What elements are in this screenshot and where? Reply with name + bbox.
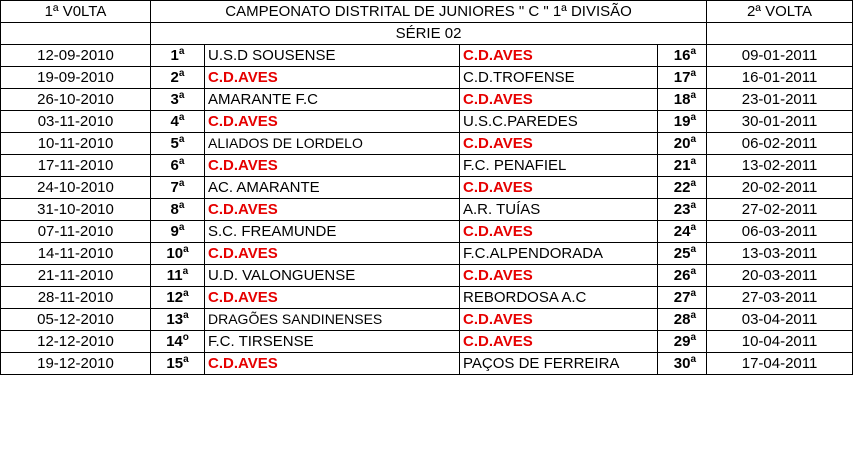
round-ordinal: o <box>182 332 189 343</box>
second-leg-round <box>658 111 707 133</box>
away-team: F.C.ALPENDORADA <box>460 243 658 265</box>
first-leg-round <box>151 265 205 287</box>
round-number: 25 <box>673 245 691 262</box>
first-leg-date: 21-11-2010 <box>1 265 151 287</box>
round-ordinal: a <box>178 222 185 233</box>
first-leg-round <box>151 155 205 177</box>
fixture-row <box>1 265 853 287</box>
fixture-row <box>1 353 853 375</box>
first-leg-date: 07-11-2010 <box>1 221 151 243</box>
round-ordinal: a <box>690 310 697 321</box>
round-number: 4 <box>170 113 179 130</box>
second-leg-date: 06-03-2011 <box>707 221 853 243</box>
home-team: C.D.AVES <box>205 287 460 309</box>
round-number: 9 <box>170 223 179 240</box>
fixture-row <box>1 221 853 243</box>
second-leg-date: 17-04-2011 <box>707 353 853 375</box>
round-number: 29 <box>673 333 691 350</box>
second-leg-header: 2ª VOLTA <box>707 1 853 23</box>
first-leg-round <box>151 45 205 67</box>
first-leg-round <box>151 67 205 89</box>
home-team: S.C. FREAMUNDE <box>205 221 460 243</box>
second-leg-date: 23-01-2011 <box>707 89 853 111</box>
home-team: DRAGÕES SANDINENSES <box>205 309 460 331</box>
round-ordinal: a <box>690 222 697 233</box>
second-leg-date: 16-01-2011 <box>707 67 853 89</box>
round-ordinal: a <box>690 90 697 101</box>
empty-cell <box>707 23 853 45</box>
second-leg-round <box>658 287 707 309</box>
first-leg-round <box>151 309 205 331</box>
second-leg-round <box>658 309 707 331</box>
round-ordinal: a <box>690 112 697 123</box>
first-leg-date: 14-11-2010 <box>1 243 151 265</box>
round-ordinal: a <box>178 46 185 57</box>
first-leg-round <box>151 89 205 111</box>
fixture-row <box>1 111 853 133</box>
round-ordinal: a <box>690 178 697 189</box>
second-leg-round <box>658 243 707 265</box>
fixture-row <box>1 287 853 309</box>
second-leg-date: 27-02-2011 <box>707 199 853 221</box>
first-leg-date: 24-10-2010 <box>1 177 151 199</box>
second-leg-date: 09-01-2011 <box>707 45 853 67</box>
round-ordinal: a <box>183 288 189 299</box>
home-team: AC. AMARANTE <box>205 177 460 199</box>
first-leg-date: 05-12-2010 <box>1 309 151 331</box>
first-leg-round <box>151 133 205 155</box>
away-team: C.D.AVES <box>460 309 658 331</box>
first-leg-round <box>151 177 205 199</box>
round-number: 10 <box>166 245 184 262</box>
fixture-row <box>1 45 853 67</box>
round-ordinal: a <box>178 178 185 189</box>
second-leg-round <box>658 265 707 287</box>
first-leg-date: 10-11-2010 <box>1 133 151 155</box>
round-ordinal: a <box>178 200 185 211</box>
round-ordinal: a <box>178 156 185 167</box>
second-leg-round <box>658 89 707 111</box>
second-leg-date: 13-03-2011 <box>707 243 853 265</box>
first-leg-date: 03-11-2010 <box>1 111 151 133</box>
second-leg-round <box>658 221 707 243</box>
round-number: 24 <box>673 223 691 240</box>
round-ordinal: a <box>183 354 189 365</box>
fixture-row <box>1 309 853 331</box>
round-number: 6 <box>170 157 179 174</box>
first-leg-date: 31-10-2010 <box>1 199 151 221</box>
first-leg-round <box>151 353 205 375</box>
first-leg-round <box>151 331 205 353</box>
away-team: C.D.AVES <box>460 331 658 353</box>
round-ordinal: a <box>690 266 697 277</box>
first-leg-date: 19-09-2010 <box>1 67 151 89</box>
round-number: 7 <box>170 179 179 196</box>
round-ordinal: a <box>183 310 189 321</box>
away-team: C.D.TROFENSE <box>460 67 658 89</box>
away-team: C.D.AVES <box>460 177 658 199</box>
second-leg-round <box>658 133 707 155</box>
home-team: F.C. TIRSENSE <box>205 331 460 353</box>
round-number: 20 <box>673 135 691 152</box>
fixture-row <box>1 331 853 353</box>
second-leg-date: 13-02-2011 <box>707 155 853 177</box>
round-number: 12 <box>166 289 184 306</box>
fixture-row <box>1 177 853 199</box>
first-leg-date: 19-12-2010 <box>1 353 151 375</box>
second-leg-date: 03-04-2011 <box>707 309 853 331</box>
round-number: 1 <box>170 47 179 64</box>
away-team: C.D.AVES <box>460 89 658 111</box>
first-leg-date: 28-11-2010 <box>1 287 151 309</box>
second-leg-round <box>658 353 707 375</box>
first-leg-round <box>151 243 205 265</box>
second-leg-round <box>658 67 707 89</box>
round-number: 26 <box>673 267 691 284</box>
first-leg-round <box>151 111 205 133</box>
home-team: U.S.D SOUSENSE <box>205 45 460 67</box>
away-team: C.D.AVES <box>460 265 658 287</box>
round-ordinal: a <box>690 68 697 79</box>
round-ordinal: a <box>690 134 697 145</box>
round-number: 13 <box>166 311 184 328</box>
round-ordinal: a <box>178 134 185 145</box>
round-number: 11 <box>166 267 183 284</box>
round-ordinal: a <box>690 288 697 299</box>
second-leg-date: 10-04-2011 <box>707 331 853 353</box>
first-leg-round <box>151 221 205 243</box>
round-number: 19 <box>673 113 691 130</box>
home-team: C.D.AVES <box>205 199 460 221</box>
second-leg-round <box>658 199 707 221</box>
away-team: PAÇOS DE FERREIRA <box>460 353 658 375</box>
away-team: C.D.AVES <box>460 133 658 155</box>
first-leg-date: 17-11-2010 <box>1 155 151 177</box>
second-leg-round <box>658 177 707 199</box>
round-number: 30 <box>673 355 691 372</box>
round-number: 23 <box>673 201 691 218</box>
fixture-row <box>1 199 853 221</box>
fixture-row <box>1 243 853 265</box>
series-label: SÉRIE 02 <box>151 23 707 45</box>
away-team: U.S.C.PAREDES <box>460 111 658 133</box>
round-number: 28 <box>673 311 691 328</box>
round-ordinal: a <box>690 354 697 365</box>
empty-cell <box>1 23 151 45</box>
first-leg-date: 12-09-2010 <box>1 45 151 67</box>
round-number: 14 <box>166 333 183 350</box>
fixture-row <box>1 133 853 155</box>
round-ordinal: a <box>690 200 697 211</box>
home-team: C.D.AVES <box>205 67 460 89</box>
round-ordinal: a <box>690 332 697 343</box>
first-leg-date: 12-12-2010 <box>1 331 151 353</box>
second-leg-round <box>658 331 707 353</box>
second-leg-round <box>658 45 707 67</box>
second-leg-date: 20-02-2011 <box>707 177 853 199</box>
fixture-row <box>1 155 853 177</box>
round-number: 2 <box>170 69 179 86</box>
round-ordinal: a <box>178 112 185 123</box>
away-team: F.C. PENAFIEL <box>460 155 658 177</box>
home-team: U.D. VALONGUENSE <box>205 265 460 287</box>
round-number: 21 <box>673 157 691 174</box>
round-ordinal: a <box>182 266 189 277</box>
first-leg-round <box>151 199 205 221</box>
second-leg-date: 27-03-2011 <box>707 287 853 309</box>
home-team: C.D.AVES <box>205 353 460 375</box>
first-leg-round <box>151 287 205 309</box>
fixture-row <box>1 67 853 89</box>
second-leg-date: 06-02-2011 <box>707 133 853 155</box>
first-leg-date: 26-10-2010 <box>1 89 151 111</box>
round-ordinal: a <box>178 90 185 101</box>
home-team: C.D.AVES <box>205 155 460 177</box>
series-row <box>1 23 853 45</box>
round-number: 22 <box>673 179 691 196</box>
away-team: REBORDOSA A.C <box>460 287 658 309</box>
round-number: 16 <box>673 47 691 64</box>
home-team: C.D.AVES <box>205 243 460 265</box>
home-team: C.D.AVES <box>205 111 460 133</box>
home-team: AMARANTE F.C <box>205 89 460 111</box>
round-number: 27 <box>673 289 691 306</box>
away-team: C.D.AVES <box>460 221 658 243</box>
away-team: C.D.AVES <box>460 45 658 67</box>
away-team: A.R. TUÍAS <box>460 199 658 221</box>
round-ordinal: a <box>690 46 697 57</box>
second-leg-date: 30-01-2011 <box>707 111 853 133</box>
second-leg-date: 20-03-2011 <box>707 265 853 287</box>
round-ordinal: a <box>690 244 697 255</box>
round-ordinal: a <box>183 244 189 255</box>
round-number: 5 <box>170 135 179 152</box>
home-team: ALIADOS DE LORDELO <box>205 133 460 155</box>
round-number: 17 <box>673 69 691 86</box>
round-number: 18 <box>673 91 691 108</box>
competition-title: CAMPEONATO DISTRITAL DE JUNIORES " C " 1ª DIVISÃO <box>151 1 707 23</box>
second-leg-round <box>658 155 707 177</box>
round-number: 3 <box>170 91 179 108</box>
round-number: 8 <box>170 201 179 218</box>
header-row <box>1 1 853 23</box>
round-ordinal: a <box>178 68 185 79</box>
round-number: 15 <box>166 355 184 372</box>
fixture-row <box>1 89 853 111</box>
first-leg-header: 1ª V0LTA <box>1 1 151 23</box>
round-ordinal: a <box>690 156 697 167</box>
